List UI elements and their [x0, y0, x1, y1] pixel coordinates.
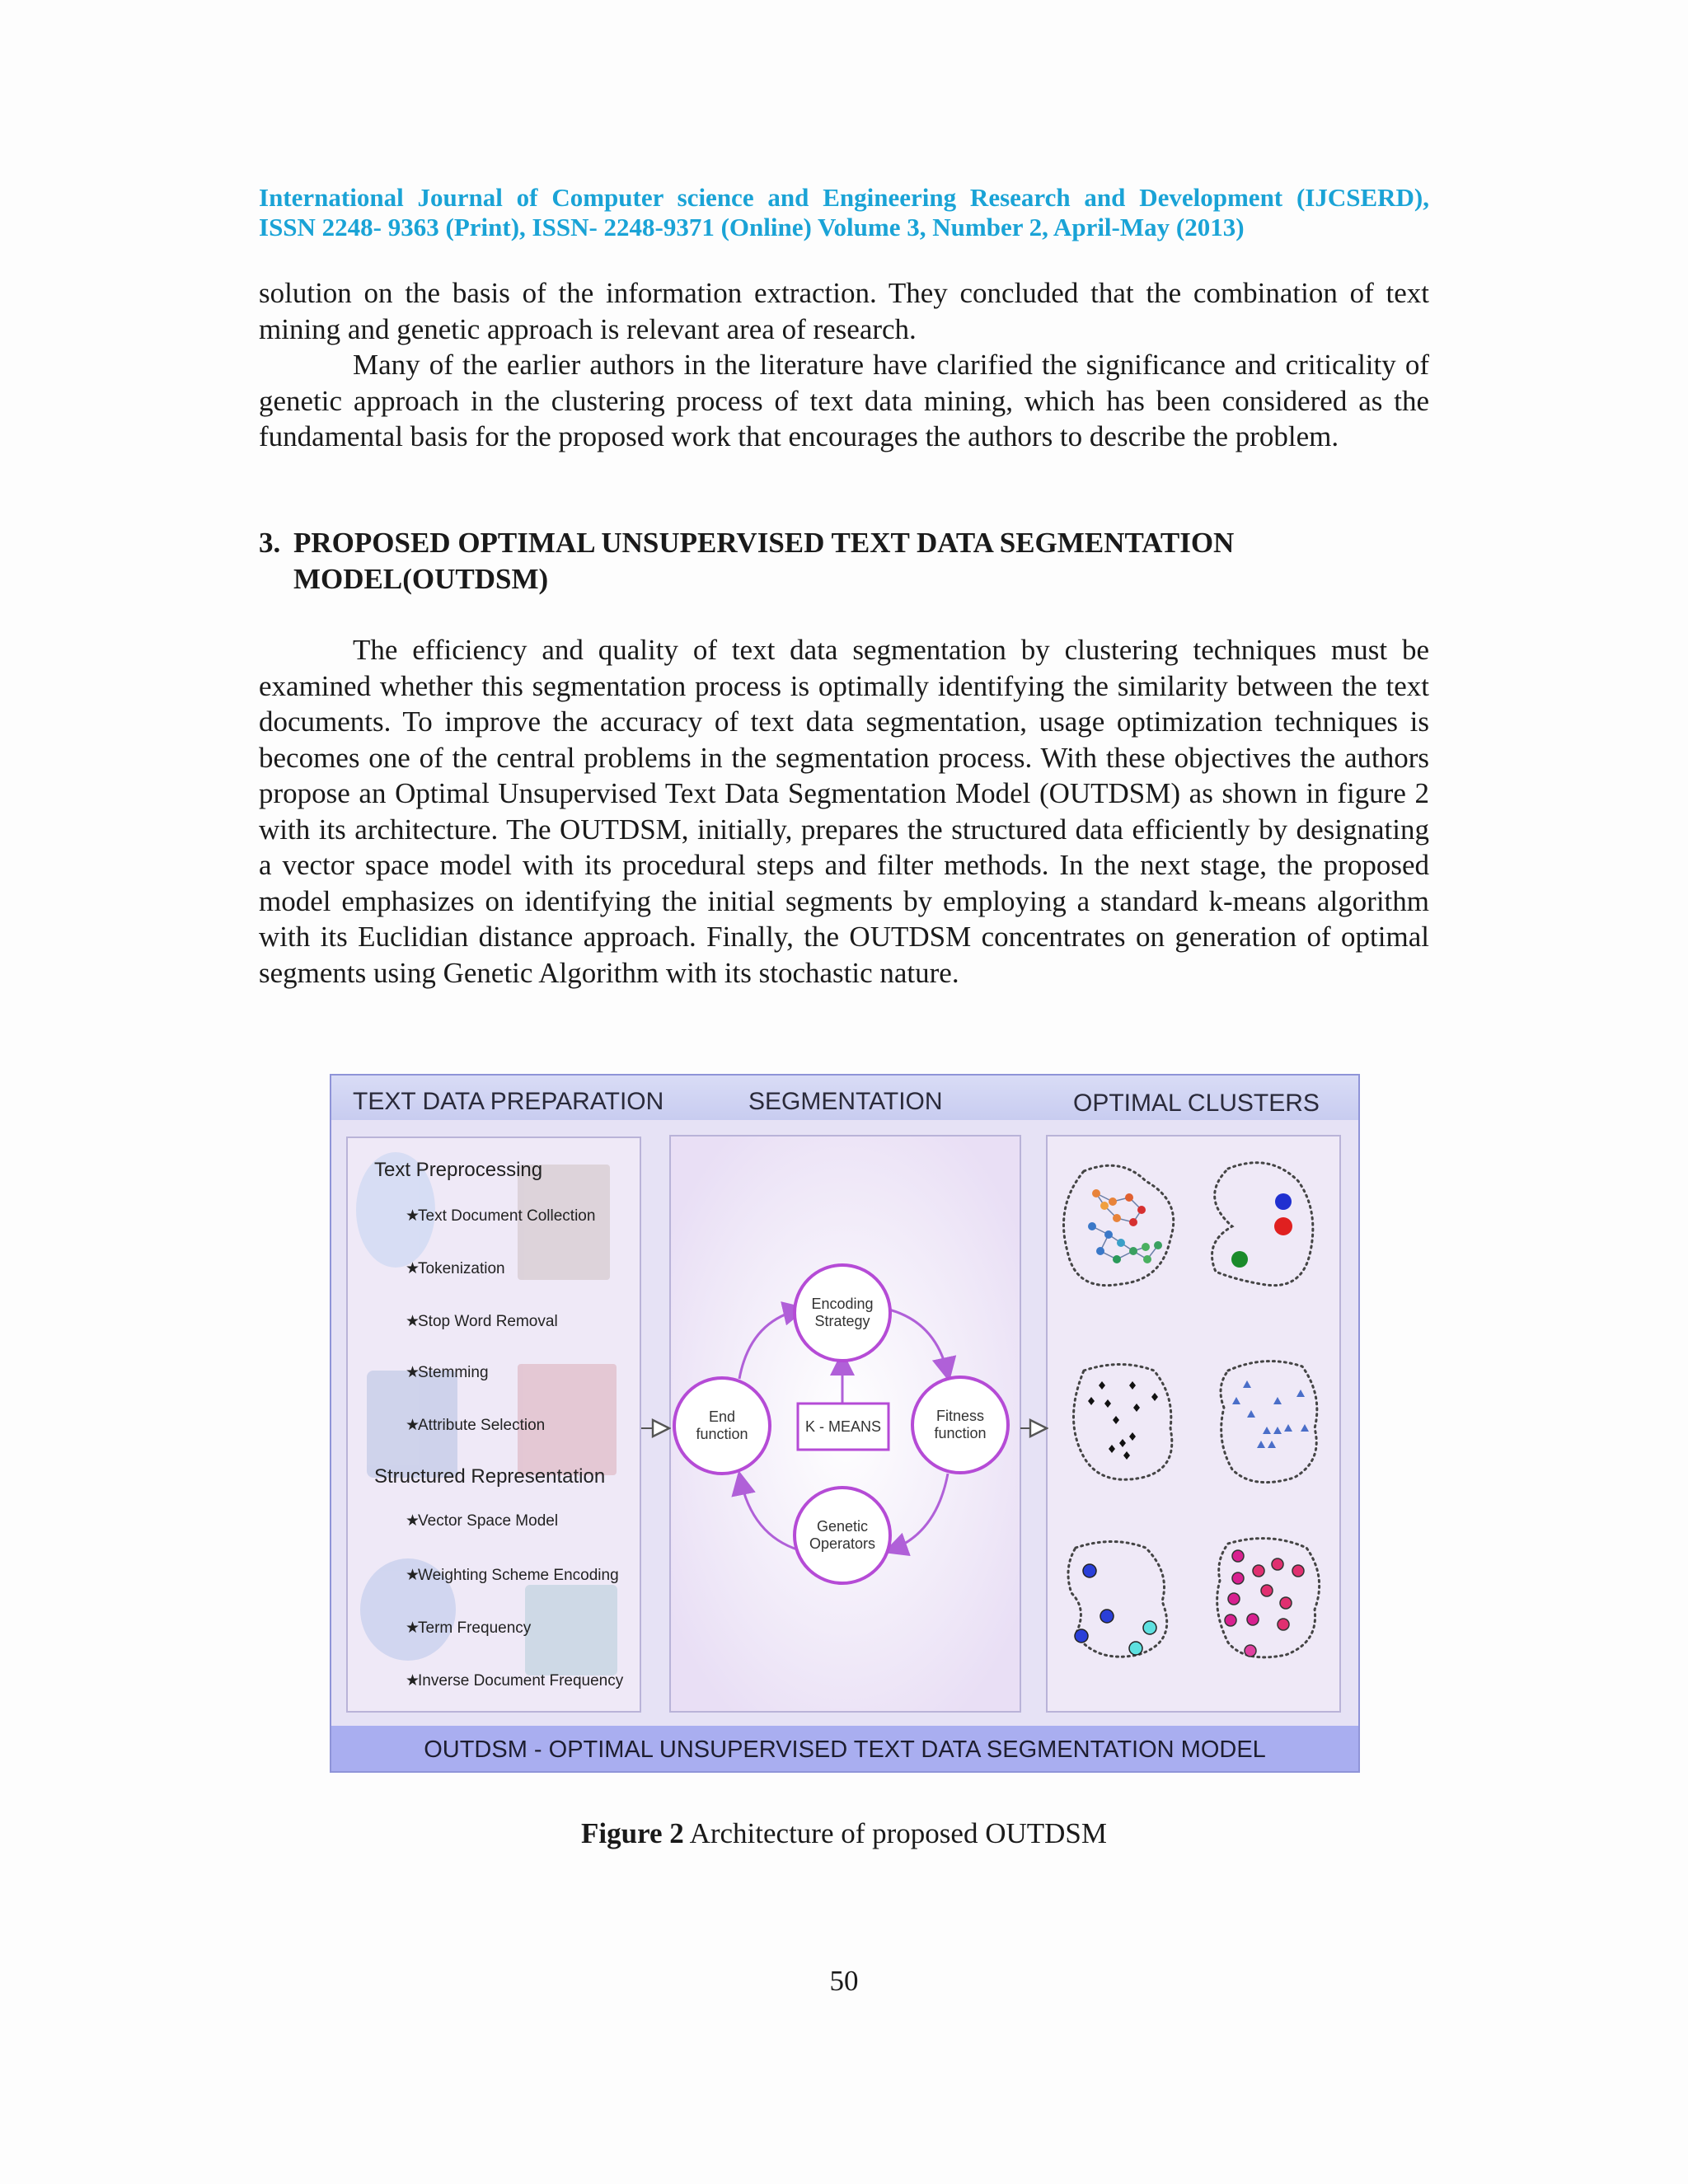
structured-item-bullet: ★ [406, 1619, 420, 1637]
structured-item-bullet: ★ [406, 1567, 420, 1584]
node-label: Strategy [814, 1313, 870, 1329]
node-label: function [696, 1426, 748, 1442]
dot [1083, 1564, 1096, 1577]
column-title-seg: SEGMENTATION [748, 1088, 943, 1115]
node [1142, 1243, 1150, 1251]
preprocessing-item-bullet: ★ [406, 1364, 420, 1381]
preprocessing-item-bullet: ★ [406, 1207, 420, 1225]
node-fitness-function [912, 1377, 1008, 1473]
node [1113, 1255, 1121, 1263]
dreamweaver-icon [525, 1585, 617, 1675]
column-title-prep: TEXT DATA PREPARATION [353, 1088, 664, 1115]
figure-caption [0, 1816, 1688, 1852]
structured-item-bullet: ★ [406, 1672, 420, 1690]
kmeans-label: K - MEANS [804, 1418, 882, 1435]
dot [1247, 1614, 1259, 1625]
node-encoding-strategy [795, 1265, 890, 1361]
blob [1275, 1193, 1292, 1210]
node [1129, 1218, 1137, 1226]
node [1143, 1255, 1151, 1263]
node [1096, 1247, 1104, 1255]
dot [1253, 1565, 1264, 1577]
dot [1225, 1615, 1236, 1626]
preprocessing-item: Attribute Selection [418, 1417, 546, 1434]
section-title-line2: MODEL(OUTDSM) [293, 563, 549, 595]
node [1088, 1222, 1096, 1230]
node [1113, 1214, 1121, 1222]
structured-item: Vector Space Model [418, 1512, 559, 1530]
dot [1075, 1629, 1088, 1643]
structured-item-bullet: ★ [406, 1512, 420, 1530]
dot [1280, 1597, 1292, 1609]
node-label: Operators [809, 1535, 876, 1552]
node-label: Encoding [811, 1296, 874, 1312]
dot [1143, 1621, 1156, 1634]
figure-caption-label: Figure 2 [581, 1817, 684, 1849]
section-number: 3. [259, 527, 281, 559]
architecture-figure [330, 1074, 1360, 1773]
node [1154, 1241, 1162, 1249]
node [1092, 1189, 1100, 1197]
section-heading [259, 525, 1429, 598]
page-number: 50 [829, 1965, 859, 1997]
preprocessing-item-bullet: ★ [406, 1313, 420, 1330]
node-genetic-operators [795, 1488, 890, 1583]
structured-item: Weighting Scheme Encoding [418, 1567, 619, 1584]
paragraph: solution on the basis of the information extraction. They concluded that the combination of text mining and genetic approach is relevant area of research. [259, 277, 1429, 345]
blob [1274, 1217, 1292, 1235]
paragraph: Many of the earlier authors in the literature have clarified the significance and criticality of genetic approach in the clustering process of text data mining, which has been considered as the fundamental basis for the proposed work that encourages the authors to describe the problem. [259, 349, 1429, 452]
dot [1292, 1565, 1304, 1577]
node-label: End [708, 1408, 736, 1425]
preprocessing-item: Tokenization [418, 1260, 505, 1277]
kmeans-box [798, 1404, 889, 1450]
dot [1100, 1610, 1114, 1623]
node [1137, 1206, 1146, 1214]
preprocessing-item-bullet: ★ [406, 1417, 420, 1434]
blob [1231, 1251, 1248, 1268]
figure-footer-text: OUTDSM - OPTIMAL UNSUPERVISED TEXT DATA SEGMENTATION MODEL [424, 1736, 1266, 1763]
preprocessing-item-bullet: ★ [406, 1260, 420, 1277]
node-label: function [934, 1425, 987, 1441]
dot [1129, 1642, 1142, 1655]
journal-header-line2: ISSN 2248- 9363 (Print), ISSN- 2248-9371 (Online) Volume 3, Number 2, April-May (2013) [259, 213, 1245, 241]
node [1109, 1197, 1117, 1206]
section-title-line1: PROPOSED OPTIMAL UNSUPERVISED TEXT DATA SEGMENTATION [293, 527, 1235, 559]
preprocessing-item: Stop Word Removal [418, 1313, 558, 1330]
structured-item: Inverse Document Frequency [418, 1672, 624, 1690]
preprocessing-title: Text Preprocessing [374, 1159, 543, 1181]
node [1125, 1193, 1133, 1202]
dot [1232, 1572, 1244, 1584]
preprocessing-item: Text Document Collection [418, 1207, 596, 1225]
structured-item: Term Frequency [418, 1619, 532, 1637]
structured-title: Structured Representation [374, 1465, 606, 1488]
dot [1278, 1619, 1289, 1630]
node [1117, 1239, 1125, 1247]
node [1104, 1230, 1113, 1239]
journal-header-line1: International Journal of Computer science and Engineering Research and Development (IJCSERD), [259, 183, 1429, 212]
column-title-opt: OPTIMAL CLUSTERS [1073, 1090, 1320, 1117]
dot [1261, 1585, 1273, 1596]
dot [1245, 1645, 1256, 1657]
dot [1232, 1550, 1244, 1562]
dot [1272, 1558, 1283, 1570]
figure-caption-text: Architecture of proposed OUTDSM [683, 1817, 1107, 1849]
node-label: Genetic [816, 1518, 869, 1535]
section-body: The efficiency and quality of text data segmentation by clustering techniques must be examined whether this segmentation process is optimally identifying the similarity between the text documents. To improve the accuracy of text data segmentation, usage optimization techniques is becomes one of the central problems in the segmentation process. With these objectives the authors propose an Optimal Unsupervised Text Data Segmentation Model (OUTDSM) as shown in figure 2 with its architecture. The OUTDSM, initially, prepares the structured data efficiently by designating a vector space model with its procedural steps and filter methods. In the next stage, the proposed model emphasizes on identifying the initial segments by employing a standard k-means algorithm with its Euclidian distance approach. Finally, the OUTDSM concentrates on generation of optimal segments using Genetic Algorithm with its stochastic nature. [259, 634, 1429, 989]
dot [1228, 1593, 1240, 1605]
node [1129, 1247, 1137, 1255]
journal-header [259, 183, 1429, 242]
preprocessing-item: Stemming [418, 1364, 489, 1381]
node [1100, 1202, 1109, 1210]
node-end-function [674, 1378, 770, 1474]
panel-optimal-clusters [1047, 1136, 1340, 1712]
node-label: Fitness [935, 1408, 985, 1424]
